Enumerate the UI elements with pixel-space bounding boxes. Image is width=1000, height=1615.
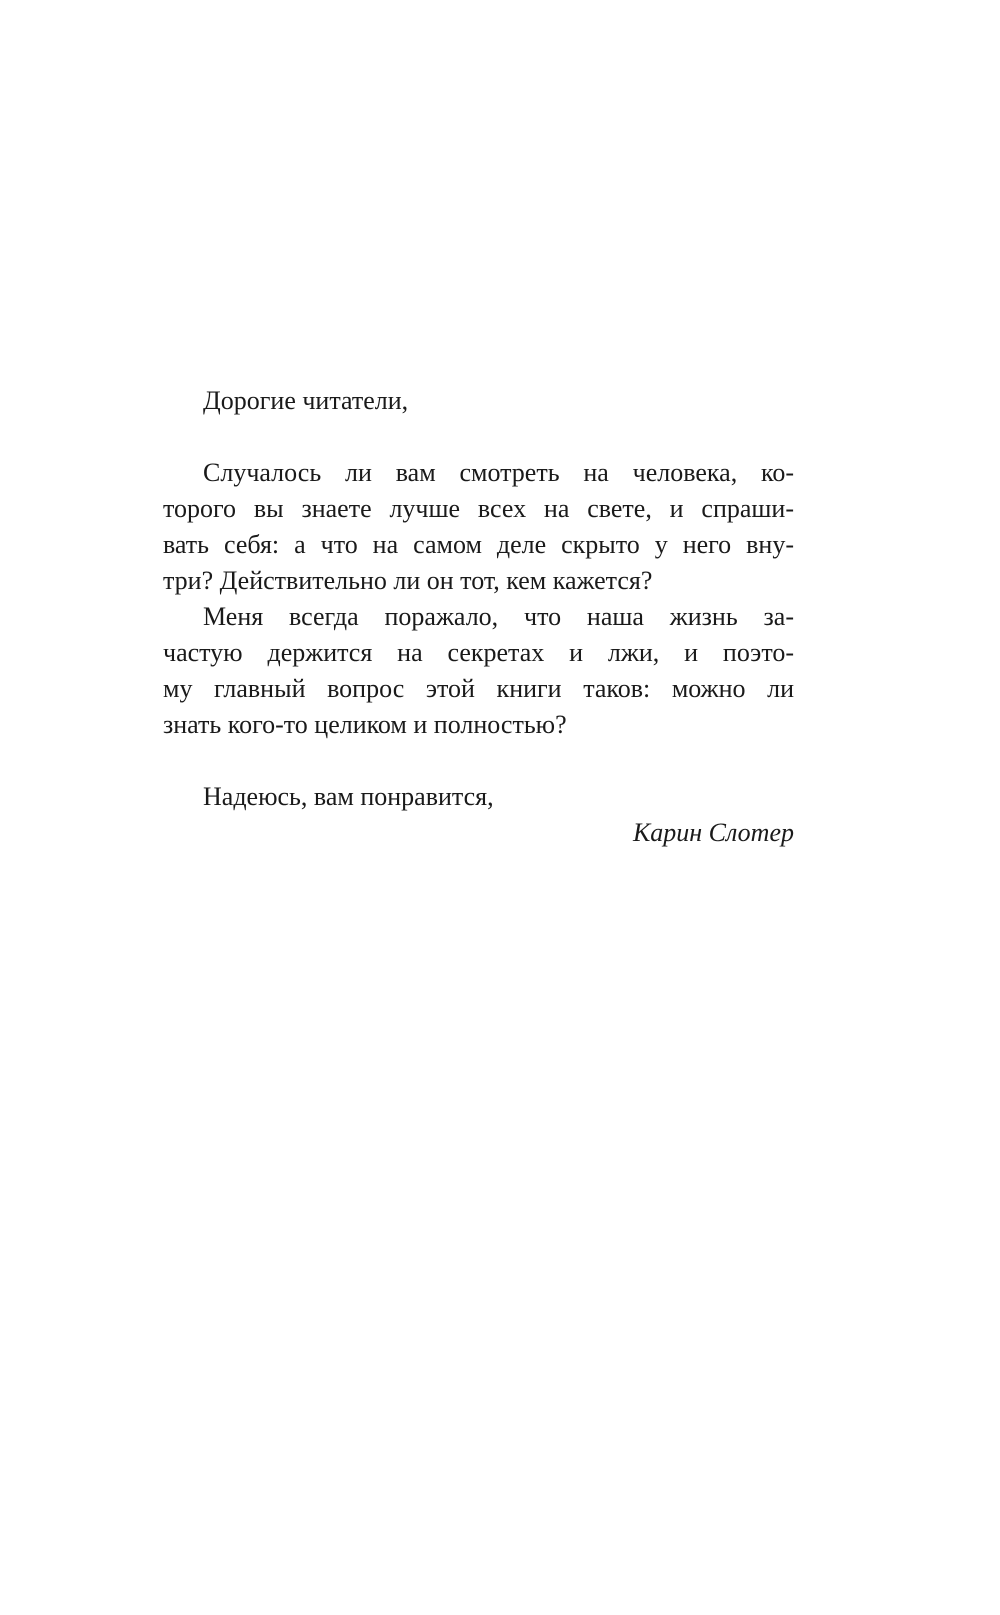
paragraph-2-line-1: Меня всегда поражало, что наша жизнь за- — [203, 602, 794, 631]
paragraph-1-line-3: вать себя: а что на самом деле скрыто у него вну- — [163, 530, 794, 559]
paragraph-1-line-1: Случалось ли вам смотреть на человека, ко- — [203, 458, 794, 487]
paragraph-gap — [163, 743, 794, 779]
paragraph-gap — [163, 419, 794, 455]
paragraph-1-line-4: три? Действительно ли он тот, кем кажется? — [163, 566, 653, 595]
paragraph-1-line-2: торого вы знаете лучше всех на свете, и спраши- — [163, 494, 794, 523]
paragraph-2-line-3: му главный вопрос этой книги таков: можно ли — [163, 674, 794, 703]
salutation: Дорогие читатели, — [203, 386, 409, 415]
paragraph-2-line-4: знать кого-то целиком и полностью? — [163, 710, 567, 739]
author-letter — [163, 383, 794, 851]
closing-line: Надеюсь, вам понравится, — [203, 782, 494, 811]
paragraph-2-line-2: частую держится на секретах и лжи, и поэто- — [163, 638, 794, 667]
author-signature: Карин Слотер — [633, 818, 794, 847]
